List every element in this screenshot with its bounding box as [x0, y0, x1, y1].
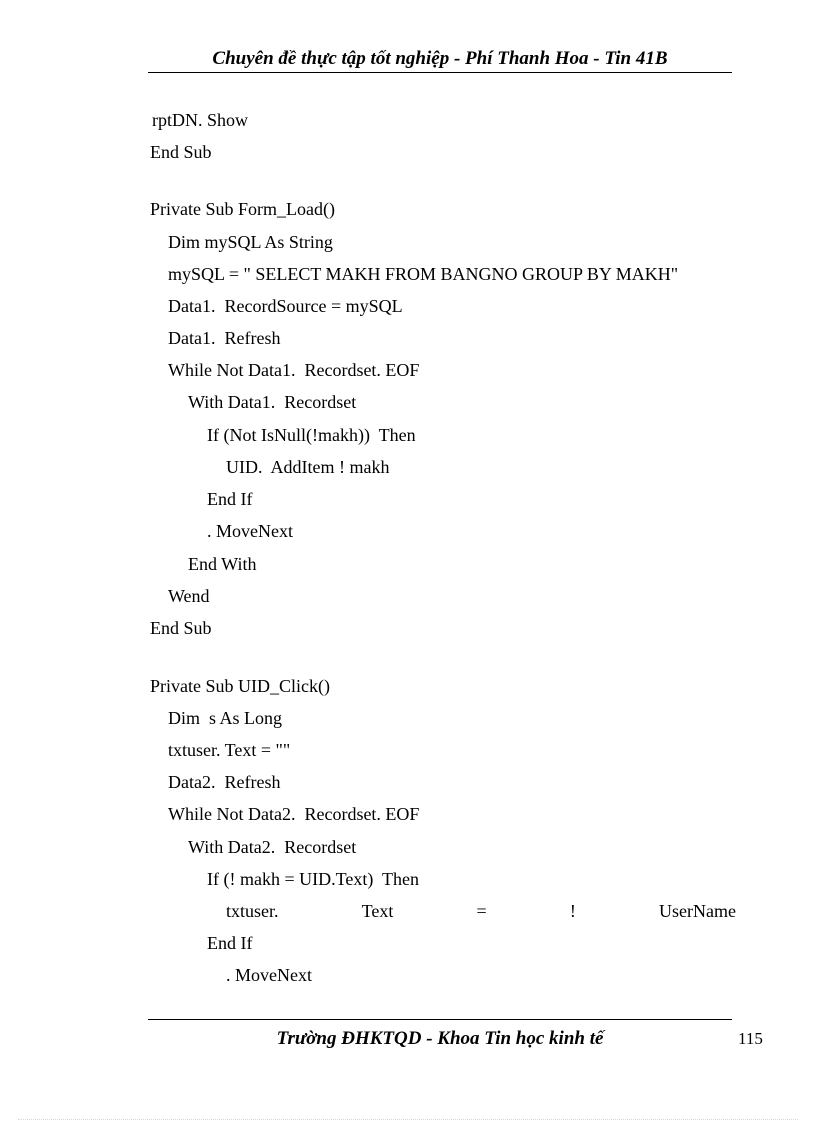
- code-line: txtuser. Text = "": [168, 740, 291, 760]
- code-line: End Sub: [150, 618, 212, 638]
- code-line: Dim mySQL As String: [168, 232, 333, 252]
- code-line: End If: [207, 489, 253, 509]
- code-line: If (Not IsNull(!makh)) Then: [207, 425, 416, 445]
- code-line: Wend: [168, 586, 210, 606]
- code-line: . MoveNext: [226, 965, 312, 985]
- code-line: rptDN. Show: [152, 110, 249, 130]
- code-line: Private Sub UID_Click(): [150, 676, 330, 696]
- code-line: With Data2. Recordset: [188, 837, 357, 857]
- footer-title: Trường ĐHKTQD - Khoa Tin học kinh tế: [276, 1028, 604, 1049]
- header-title: Chuyên đề thực tập tốt nghiệp - Phí Thanh Hoa - Tin 41B: [212, 48, 668, 69]
- footer-rule: [148, 1019, 732, 1020]
- code-line: With Data1. Recordset: [188, 392, 357, 412]
- code-line: End With: [188, 554, 257, 574]
- code-token: =: [476, 901, 487, 921]
- code-line: While Not Data1. Recordset. EOF: [168, 360, 420, 380]
- page-number: 115: [738, 1029, 763, 1048]
- code-line: If (! makh = UID.Text) Then: [207, 869, 419, 889]
- code-line: mySQL = " SELECT MAKH FROM BANGNO GROUP BY MAKH": [168, 264, 679, 284]
- code-line: Data1. Refresh: [168, 328, 281, 348]
- code-line: . MoveNext: [207, 521, 293, 541]
- code-token: Text: [361, 901, 394, 921]
- code-token: !: [569, 901, 576, 921]
- code-line: Data1. RecordSource = mySQL: [168, 296, 403, 316]
- code-token: txtuser.: [226, 901, 279, 921]
- justified-code-line: [226, 900, 736, 922]
- page-edge-divider: [18, 1119, 798, 1120]
- code-line: Private Sub Form_Load(): [150, 199, 335, 219]
- code-line: UID. AddItem ! makh: [226, 457, 390, 477]
- code-line: Dim s As Long: [168, 708, 283, 728]
- code-line: End If: [207, 933, 253, 953]
- code-token: UserName: [659, 901, 736, 921]
- code-line: While Not Data2. Recordset. EOF: [168, 804, 420, 824]
- code-line: Data2. Refresh: [168, 772, 281, 792]
- code-line: End Sub: [150, 142, 212, 162]
